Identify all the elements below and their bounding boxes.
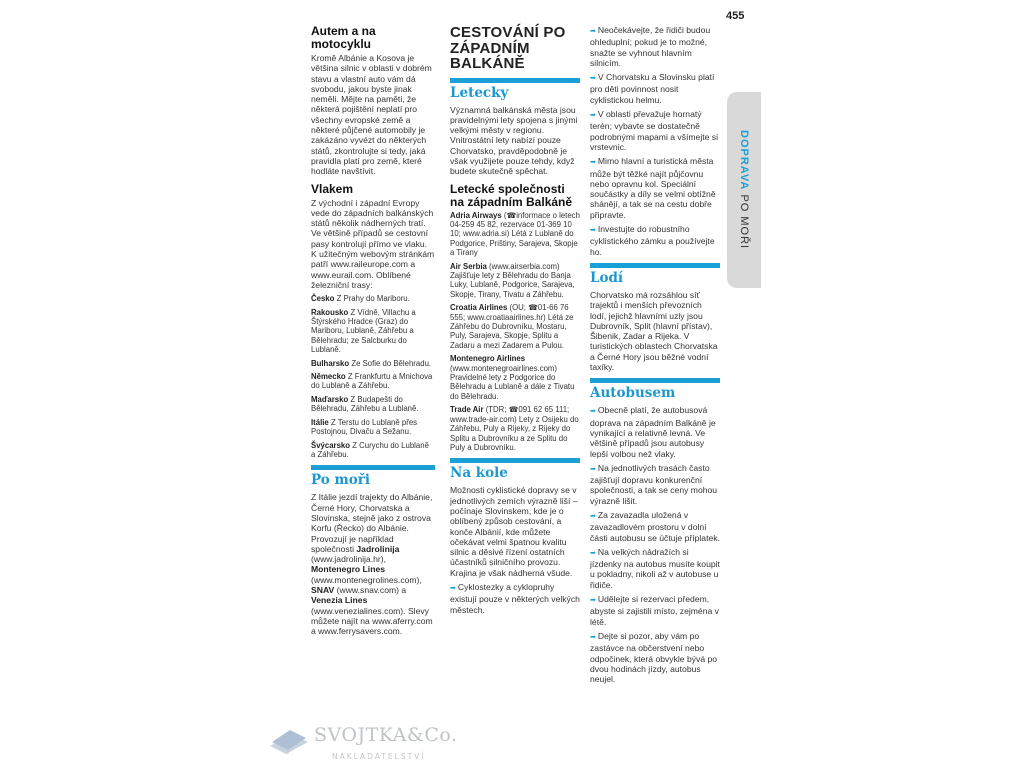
airline-item: Adria Airways (☎informace o letech 04-259 45 82, rezervace 01-369 10 10; www.adria.si) Létá z Lublaně do Podgorice, Prištiny, Sarajeva, Skopje a Tirany [450, 210, 580, 258]
arrow-bullet-icon: ➡ [590, 465, 596, 473]
route-item: Rakousko Z Vídně, Villachu a Štýrského Hradce (Graz) do Mariboru, Lublaně, Záhřebu a Bělehradu; ze Salcburku do Lublaně. [311, 307, 416, 355]
arrow-bullet-icon: ➡ [590, 28, 596, 35]
paragraph-auto: Kromě Albánie a Kosova je většina silnic v oblasti v dobrém stavu a vlastní auto vám dá svobodu, jakou byste jinak neměli. Mějte na paměti, že některá pojištění neplatí pro všechny evropské země a některé půjčené automobily je zakázáno vyvézt do některých států, zkontrolujte si tedy, jaká pravidla platí pro země, které hodláte navštívit. [311, 53, 432, 177]
section-tab [727, 92, 761, 288]
book-logo-icon [268, 724, 310, 760]
heading-airlines: Letecké společnosti na západním Balkáně [450, 181, 573, 209]
heading-auto: Autem a na motocyklu [311, 24, 376, 51]
arrow-bullet-icon: ➡ [590, 512, 596, 520]
section-divider [450, 78, 580, 83]
heading-lodi: Lodí [590, 269, 624, 286]
airline-item: Trade Air (TDR; ☎091 62 65 111; www.trade-air.com) Lety z Osijeku do Záhřebu, Puly a Rijeky, z Rijeky do Splitu a Dubrovníku a ze Splitu do Puly a Dubrovníku. [450, 405, 579, 452]
route-item: Itálie Z Terstu do Lublaně přes Postojnou, Divaču a Sežanu. [311, 417, 418, 437]
heading-na-kole: Na kole [450, 465, 508, 482]
list-item: ➡ Investujte do robustního cyklistického zámku a používejte ho. [590, 224, 715, 257]
heading-po-mori: Po moři [311, 472, 371, 489]
arrow-bullet-icon: ➡ [590, 549, 596, 557]
paragraph-lodi: Chorvatsko má rozsáhlou síť trajektů i menších převozních lodí, jejichž hlavními uzly jsou Dubrovník, Split (hlavní přístav), Šibenik, Zadar a Rijeka. V turistických oblastech Chorvatska a Černé Hory jsou běžné vodní taxíky. [590, 289, 718, 373]
arrow-bullet-icon: ➡ [450, 585, 456, 592]
paragraph-vlakem: Z východní i západní Evropy vede do západních balkánských států několik nádherných tratí. Ve většině případů se cestovní pasy kontrolují přímo ve vlaku. K užitečným webovým stránkám patří www.raileurope.com a www.eurail.com. Oblíbené železniční trasy: [311, 197, 435, 290]
airline-list [450, 211, 580, 453]
section-divider [450, 458, 580, 463]
arrow-bullet-icon: ➡ [590, 112, 596, 120]
publisher-name: SVOJTKA&Co. [314, 724, 458, 746]
paragraph-po-mori: Z Itálie jezdí trajekty do Albánie, Černé Hory, Chorvatska a Slovinska, stejně jako z ostrova Korfu (Řecko) do Albánie. Provozují je například společnosti Jadrolinija (www.jadrolinija.hr), Montenegro Lines (www.montenegrolines.com), SNAV (www.snav.com) a Venezia Lines (www.venezialines.com). Slevy můžete najít na www.aferry.com a www.ferrysavers.com. [311, 492, 433, 637]
airline-item: Montenegro Airlines (www.montenegroairlines.com) Pravidelné lety z Podgorice do Bělehradu a Lublaně a dále z Tivatu do Bělehradu. [450, 354, 575, 401]
section-tab-accent: DOPRAVA [738, 130, 750, 191]
route-item: Německo Z Frankfurtu a Mnichova do Lublaně a Záhřebu. [311, 372, 433, 391]
arrow-bullet-icon: ➡ [590, 159, 596, 167]
route-item: Česko Z Prahy do Mariboru. [311, 294, 410, 304]
route-item: Švýcarsko Z Curychu do Lublaně a Záhřebu. [311, 440, 429, 459]
route-item: Bulharsko Ze Sofie do Bělehradu. [311, 358, 432, 368]
list-item: ➡ V oblasti převažuje hornatý terén; vybavte se dostatečně podrobnými mapami a všímejte si vrstevnic. [590, 109, 718, 152]
list-item: ➡ Mimo hlavní a turistická města může být těžké najít půjčovnu nebo opravnu kol. Speciální součástky a díly se velmi obtížně shánějí, a tak se na cestu dobře připravte. [590, 156, 716, 220]
arrow-bullet-icon: ➡ [590, 597, 596, 605]
heading-autobusem: Autobusem [590, 385, 676, 402]
paragraph-na-kole: Možnosti cyklistické dopravy se v jednotlivých zemích výrazně liší – počínaje Slovinskem, kde je o oblíbený způsob cestování, a konče Albánií, kde můžete očekávat velmi špatnou kvalitu silnic a děsivé řízení ostatních účastníků silničního provozu. Krajina je však nádherná všude. [450, 485, 578, 578]
list-item: ➡ Udělejte si rezervaci předem, abyste si zajistili místo, zejména v létě. [590, 594, 719, 627]
section-divider [311, 465, 435, 470]
airline-item: Croatia Airlines (OU; ☎01-66 76 555; www.croatiaairlines.hr) Létá ze Záhřebu do Dubrovníku, Mostaru, Puly, Sarajeva, Skopje, Splitu a Zadaru a mezi Zadarem a Pulou. [450, 303, 574, 350]
publisher-subtitle: NAKLADATELSTVÍ [332, 752, 426, 761]
publisher-logo [268, 722, 458, 766]
arrow-bullet-icon: ➡ [590, 75, 596, 83]
list-item: ➡ Neočekávejte, že řidiči budou ohleduplní; pokud je to možné, snažte se vyhnout hlavním silnicím. [590, 25, 711, 68]
arrow-bullet-icon: ➡ [590, 227, 596, 235]
middle-column [450, 25, 580, 619]
right-column [590, 25, 720, 688]
route-list [311, 294, 435, 459]
list-item: ➡ Za zavazadla uložená v zavazadlovém prostoru v dolní části autobusu se účtuje příplatek. [590, 509, 720, 543]
heading-vlakem: Vlakem [311, 181, 354, 196]
arrow-bullet-icon: ➡ [590, 408, 596, 416]
chapter-title: CESTOVÁNÍ PO ZÁPADNÍM BALKÁNĚ [450, 24, 566, 72]
section-divider [590, 263, 720, 268]
arrow-bullet-icon: ➡ [590, 633, 596, 641]
list-item: ➡ V Chorvatsku a Slovinsku platí pro děti povinnost nosit cyklistickou helmu. [590, 72, 715, 105]
list-item: ➡ Na jednotlivých trasách často zajišťují dopravu konkurenční společnosti, a tak se ceny mohou výrazně lišit. [590, 462, 718, 506]
list-item: ➡ Dejte si pozor, aby vám po zastávce na občerstvení nebo odpočinek, která obvykle bývá po dvou hodinách jízdy, autobus neujel. [590, 630, 718, 685]
heading-letecky: Letecky [450, 84, 509, 101]
left-column [311, 25, 435, 640]
section-divider [590, 378, 720, 383]
list-item: ➡ Cyklostezky a cyklopruhy existují pouze v některých velkých městech. [450, 582, 580, 615]
route-item: Maďarsko Z Budapešti do Bělehradu, Záhřebu a Lublaně. [311, 394, 419, 414]
airline-item: Air Serbia (www.airserbia.com) Zajišťuje lety z Bělehradu do Banja Luky, Lublaně, Podgorice, Sarajeva, Skopje, Tirany, Tivatu a Záhřebu. [450, 261, 575, 299]
paragraph-letecky: Významná balkánská města jsou pravidelnými lety spojena s jinými velkými městy v regionu. Vnitrostátní lety nabízí pouze Chorvatsko, pravděpodobně je však využijete pouze tehdy, když budete skutečně spěchat. [450, 104, 578, 177]
list-item: ➡ Obecně platí, že autobusová doprava na západním Balkáně je vynikající a relativně levná. Ve většině případů jsou autobusy lepší volbou než vlaky. [590, 405, 716, 459]
list-item: ➡ Na velkých nádražích si jízdenky na autobus musíte koupit u pokladny, nikoli až v autobuse u řidiče. [590, 546, 720, 590]
page-number: 455 [726, 10, 745, 22]
section-tab-label: PO MOŘI [738, 194, 750, 250]
